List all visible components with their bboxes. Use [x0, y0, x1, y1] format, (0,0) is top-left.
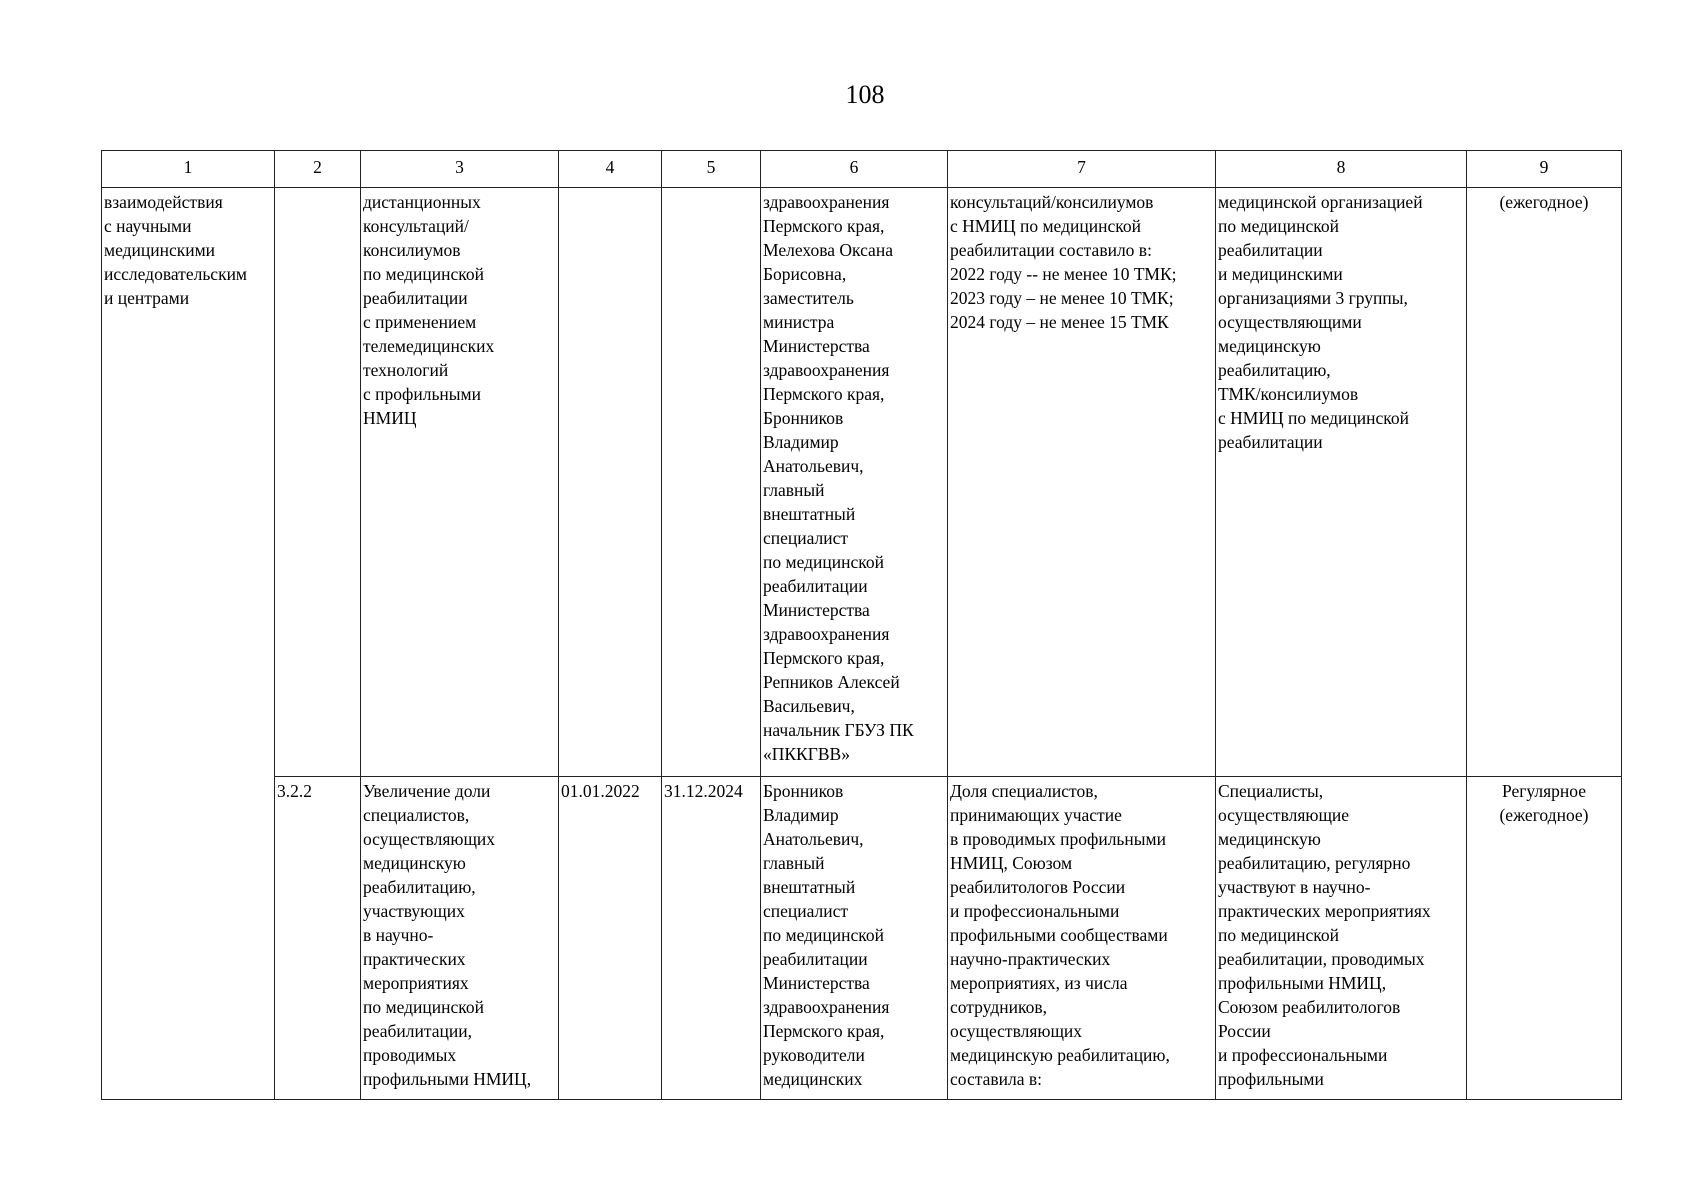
cell-number [275, 188, 361, 777]
cell-frequency: Регулярное (ежегодное) [1467, 777, 1622, 1100]
cell-activity: дистанционных консультаций/ консилиумов по медицинской реабилитации с применением телемедицинских технологий с профильными НМИЦ [361, 188, 559, 777]
table-row [102, 777, 1622, 1100]
cell-end-date [662, 188, 761, 777]
plan-table [101, 150, 1622, 1100]
cell-start-date: 01.01.2022 [559, 777, 662, 1100]
table-row [102, 188, 1622, 777]
header-col-5: 5 [662, 151, 761, 188]
cell-number: 3.2.2 [275, 777, 361, 1100]
cell-start-date [559, 188, 662, 777]
cell-frequency: (ежегодное) [1467, 188, 1622, 777]
header-col-7: 7 [948, 151, 1216, 188]
page-number: 108 [845, 80, 885, 109]
header-col-2: 2 [275, 151, 361, 188]
cell-responsible: Бронников Владимир Анатольевич, главный внештатный специалист по медицинской реабилитации Министерства здравоохранения Пермского края, руководители медицинских [761, 777, 948, 1100]
header-col-9: 9 [1467, 151, 1622, 188]
header-row [102, 151, 1622, 188]
cell-result: медицинской организацией по медицинской реабилитации и медицинскими организациями 3 группы, осуществляющими медицинскую реабилитацию, ТМК/консилиумов с НМИЦ по медицинской реабилитации [1216, 188, 1467, 777]
cell-end-date: 31.12.2024 [662, 777, 761, 1100]
cell-indicator: консультаций/консилиумов с НМИЦ по медицинской реабилитации составило в: 2022 году -- не менее 10 ТМК; 2023 году – не менее 10 ТМК; 2024 году – не менее 15 ТМК [948, 188, 1216, 777]
header-col-8: 8 [1216, 151, 1467, 188]
header-col-4: 4 [559, 151, 662, 188]
cell-activity: Увеличение доли специалистов, осуществляющих медицинскую реабилитацию, участвующих в научно- практических мероприятиях по медицинской реабилитации, проводимых профильными НМИЦ, [361, 777, 559, 1100]
header-col-3: 3 [361, 151, 559, 188]
cell-result: Специалисты, осуществляющие медицинскую реабилитацию, регулярно участвуют в научно- практических мероприятиях по медицинской реабилитации, проводимых профильными НМИЦ, Союзом реабилитологов России и профессиональными профильными [1216, 777, 1467, 1100]
header-col-1: 1 [102, 151, 275, 188]
cell-section-name: взаимодействия с научными медицинскими исследовательским и центрами [102, 188, 275, 1100]
cell-responsible: здравоохранения Пермского края, Мелехова Оксана Борисовна, заместитель министра Министерства здравоохранения Пермского края, Бронников Владимир Анатольевич, главный внештатный специалист по медицинской реабилитации Министерства здравоохранения Пермского края, Репников Алексей Васильевич, начальник ГБУЗ ПК «ПККГВВ» [761, 188, 948, 777]
header-col-6: 6 [761, 151, 948, 188]
cell-indicator: Доля специалистов, принимающих участие в проводимых профильными НМИЦ, Союзом реабилитологов России и профессиональными профильными сообществами научно-практических мероприятиях, из числа сотрудников, осуществляющих медицинскую реабилитацию, составила в: [948, 777, 1216, 1100]
